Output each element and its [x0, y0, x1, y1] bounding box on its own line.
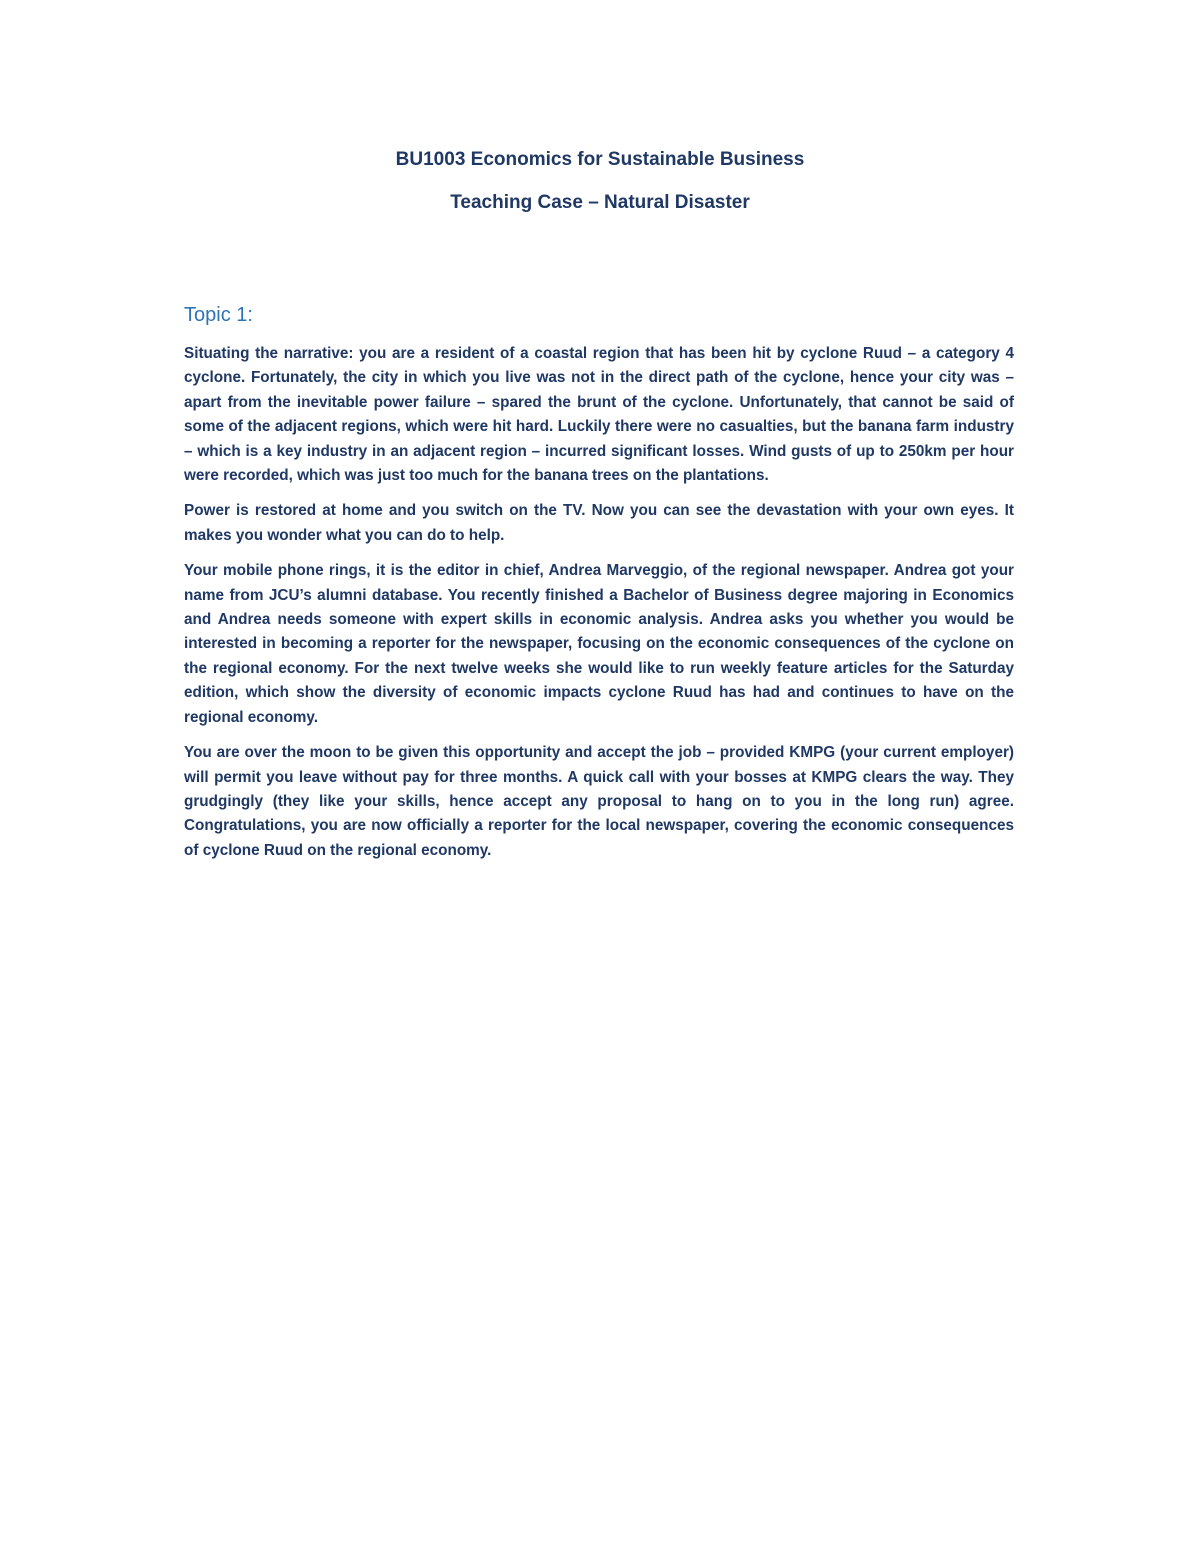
paragraph-narrative: Situating the narrative: you are a resident of a coastal region that has been hit by cyclone Ruud – a category 4 cyclone. Fortunately, the city in which you live was not in the direct path of the cyclone, hence your city was – apart from the inevitable power failure – spared the brunt of the cyclone. Unfortunately, that cannot be said of some of the adjacent regions, which were hit hard. Luckily there were no casualties, but the banana farm industry – which is a key industry in an adjacent region – incurred significant losses. Wind gusts of up to 250km per hour were recorded, which was just too much for the banana trees on the plantations. — [184, 345, 1014, 485]
paragraph-accept-job: You are over the moon to be given this opportunity and accept the job – provided KMPG (your current employer) will permit you leave without pay for three months. A quick call with your bosses at KMPG clears the way. They grudgingly (they like your skills, hence accept any proposal to hang on to you in the long run) agree. Congratulations, you are now officially a reporter for the local newspaper, covering the economic consequences of cyclone Ruud on the regional economy. — [184, 744, 1014, 859]
topic-heading: Topic 1: — [184, 304, 253, 326]
paragraph-phone-call: Your mobile phone rings, it is the editor in chief, Andrea Marveggio, of the regional newspaper. Andrea got your name from JCU’s alumni database. You recently finished a Bachelor of Business degree majoring in Economics and Andrea needs someone with expert skills in economic analysis. Andrea asks you whether you would be interested in becoming a reporter for the newspaper, focusing on the economic consequences of the cyclone on the regional economy. For the next twelve weeks she would like to run weekly feature articles for the Saturday edition, which show the diversity of economic impacts cyclone Ruud has had and continues to have on the regional economy. — [184, 562, 1014, 726]
document-subtitle: Teaching Case – Natural Disaster — [450, 192, 750, 213]
body-text — [184, 342, 1014, 874]
paragraph-power-restored: Power is restored at home and you switch on the TV. Now you can see the devastation with your own eyes. It makes you wonder what you can do to help. — [184, 502, 1014, 544]
document-title: BU1003 Economics for Sustainable Business — [395, 149, 805, 170]
